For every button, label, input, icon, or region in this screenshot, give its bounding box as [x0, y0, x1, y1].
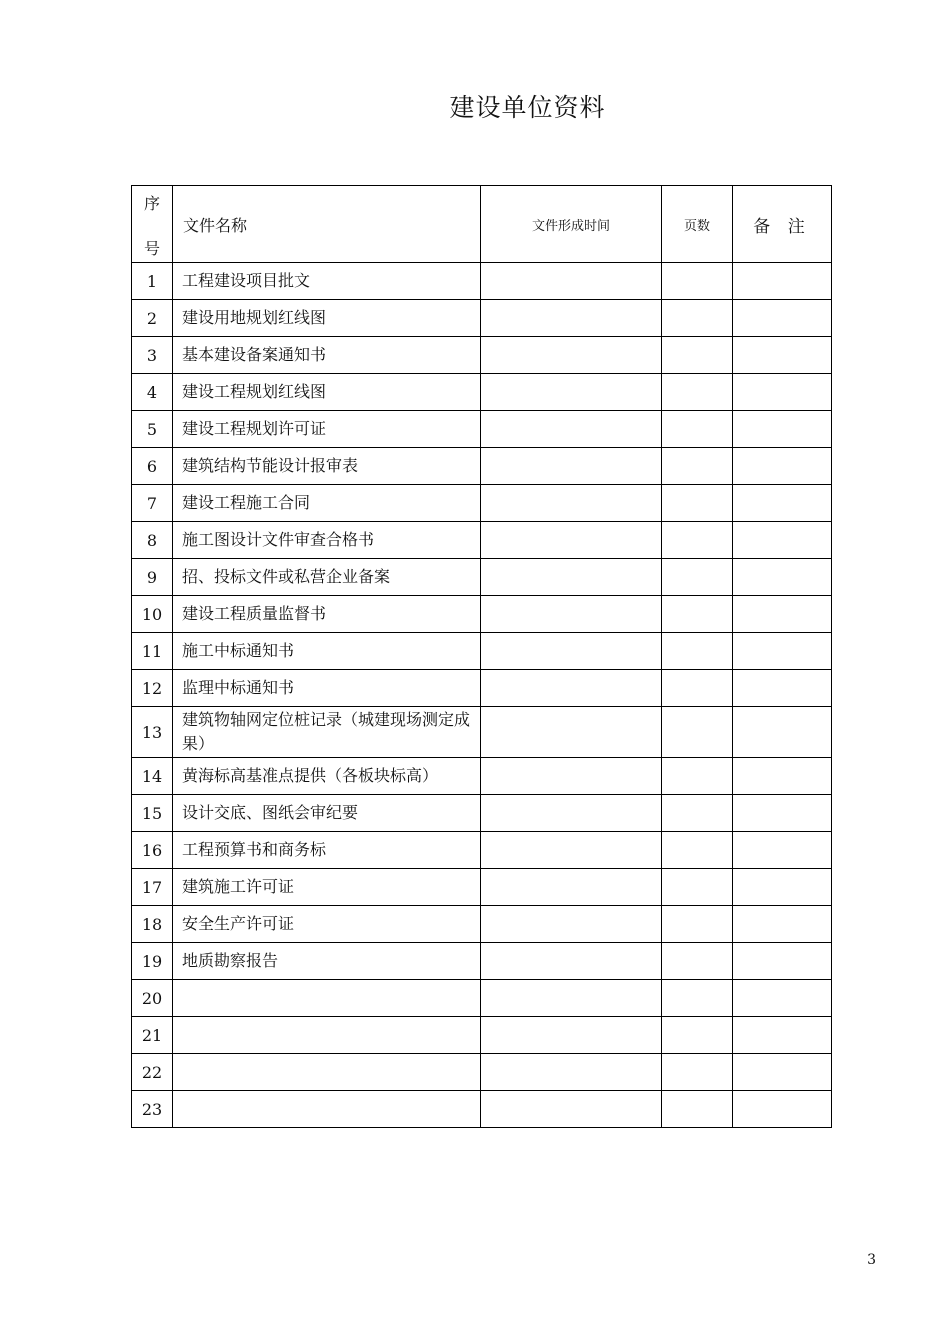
document-name-cell: 建设工程规划许可证: [173, 411, 481, 448]
document-name-cell: 建设用地规划红线图: [173, 300, 481, 337]
formation-date-cell: [481, 337, 662, 374]
table-row: [132, 300, 832, 337]
table-row: [132, 522, 832, 559]
document-name-cell: 地质勘察报告: [173, 943, 481, 980]
remark-cell: [733, 263, 832, 300]
formation-date-cell: [481, 795, 662, 832]
formation-date-cell: [481, 980, 662, 1017]
document-name-cell: 工程预算书和商务标: [173, 832, 481, 869]
table-row: [132, 707, 832, 758]
remark-cell: [733, 374, 832, 411]
table-row: [132, 980, 832, 1017]
row-number-cell: 1: [132, 263, 173, 300]
remark-cell: [733, 832, 832, 869]
page-count-cell: [662, 943, 733, 980]
table-row: [132, 670, 832, 707]
page-count-cell: [662, 980, 733, 1017]
table-row: [132, 448, 832, 485]
remark-cell: [733, 670, 832, 707]
table-header-row: [132, 186, 832, 263]
remark-header: 备 注: [733, 186, 832, 263]
row-number-cell: 20: [132, 980, 173, 1017]
document-name-cell: 黄海标高基准点提供（各板块标高）: [173, 758, 481, 795]
document-name-cell: 施工中标通知书: [173, 633, 481, 670]
formation-date-cell: [481, 869, 662, 906]
remark-cell: [733, 411, 832, 448]
name-header: 文件名称: [173, 186, 481, 263]
date-header: 文件形成时间: [481, 186, 662, 263]
formation-date-cell: [481, 832, 662, 869]
page-count-cell: [662, 758, 733, 795]
row-number-cell: 13: [132, 707, 173, 758]
page-count-cell: [662, 448, 733, 485]
remark-cell: [733, 1017, 832, 1054]
table-row: [132, 906, 832, 943]
remark-cell: [733, 980, 832, 1017]
formation-date-cell: [481, 1054, 662, 1091]
page-count-cell: [662, 485, 733, 522]
page-count-cell: [662, 300, 733, 337]
seq-header-bottom: 号: [143, 239, 160, 258]
page-count-cell: [662, 707, 733, 758]
formation-date-cell: [481, 1091, 662, 1128]
row-number-cell: 10: [132, 596, 173, 633]
remark-cell: [733, 1091, 832, 1128]
document-name-cell: 施工图设计文件审查合格书: [173, 522, 481, 559]
formation-date-cell: [481, 411, 662, 448]
formation-date-cell: [481, 374, 662, 411]
page-count-cell: [662, 832, 733, 869]
row-number-cell: 23: [132, 1091, 173, 1128]
seq-header-top: 序: [143, 194, 160, 213]
page-count-cell: [662, 1091, 733, 1128]
table-row: [132, 374, 832, 411]
remark-cell: [733, 906, 832, 943]
page-count-cell: [662, 1054, 733, 1091]
row-number-cell: 3: [132, 337, 173, 374]
table-row: [132, 869, 832, 906]
document-name-cell: 建设工程质量监督书: [173, 596, 481, 633]
remark-cell: [733, 448, 832, 485]
page-count-cell: [662, 337, 733, 374]
page-count-cell: [662, 263, 733, 300]
remark-cell: [733, 300, 832, 337]
formation-date-cell: [481, 300, 662, 337]
remark-cell: [733, 596, 832, 633]
table-row: [132, 758, 832, 795]
remark-cell: [733, 707, 832, 758]
row-number-cell: 14: [132, 758, 173, 795]
formation-date-cell: [481, 522, 662, 559]
page-count-cell: [662, 374, 733, 411]
table-row: [132, 943, 832, 980]
row-number-cell: 18: [132, 906, 173, 943]
table-row: [132, 795, 832, 832]
document-name-cell: [173, 1017, 481, 1054]
remark-cell: [733, 795, 832, 832]
remark-cell: [733, 559, 832, 596]
remark-cell: [733, 522, 832, 559]
row-number-cell: 17: [132, 869, 173, 906]
document-name-cell: 建筑施工许可证: [173, 869, 481, 906]
document-name-cell: 基本建设备案通知书: [173, 337, 481, 374]
remark-cell: [733, 869, 832, 906]
page-number: 3: [867, 1252, 876, 1268]
document-name-cell: 安全生产许可证: [173, 906, 481, 943]
formation-date-cell: [481, 596, 662, 633]
row-number-cell: 11: [132, 633, 173, 670]
formation-date-cell: [481, 670, 662, 707]
table-row: [132, 1017, 832, 1054]
table-row: [132, 596, 832, 633]
table-row: [132, 1054, 832, 1091]
formation-date-cell: [481, 263, 662, 300]
row-number-cell: 12: [132, 670, 173, 707]
row-number-cell: 9: [132, 559, 173, 596]
page-count-cell: [662, 795, 733, 832]
page-count-cell: [662, 522, 733, 559]
row-number-cell: 6: [132, 448, 173, 485]
document-name-cell: 建设工程施工合同: [173, 485, 481, 522]
remark-cell: [733, 485, 832, 522]
formation-date-cell: [481, 559, 662, 596]
formation-date-cell: [481, 448, 662, 485]
remark-cell: [733, 1054, 832, 1091]
document-name-cell: 招、投标文件或私营企业备案: [173, 559, 481, 596]
row-number-cell: 5: [132, 411, 173, 448]
formation-date-cell: [481, 943, 662, 980]
table-row: [132, 559, 832, 596]
formation-date-cell: [481, 758, 662, 795]
document-name-cell: 建筑物轴网定位桩记录（城建现场测定成果）: [173, 707, 481, 758]
remark-cell: [733, 758, 832, 795]
document-name-cell: 工程建设项目批文: [173, 263, 481, 300]
row-number-cell: 8: [132, 522, 173, 559]
page-count-cell: [662, 633, 733, 670]
document-name-cell: 建设工程规划红线图: [173, 374, 481, 411]
pages-header: 页数: [662, 186, 733, 263]
row-number-cell: 15: [132, 795, 173, 832]
row-number-cell: 21: [132, 1017, 173, 1054]
document-name-cell: [173, 980, 481, 1017]
document-name-cell: [173, 1054, 481, 1091]
document-name-cell: [173, 1091, 481, 1128]
document-list-table: [131, 185, 832, 1128]
remark-cell: [733, 633, 832, 670]
page-count-cell: [662, 869, 733, 906]
remark-cell: [733, 943, 832, 980]
page-count-cell: [662, 906, 733, 943]
row-number-cell: 16: [132, 832, 173, 869]
table-row: [132, 411, 832, 448]
table-row: [132, 263, 832, 300]
table-row: [132, 832, 832, 869]
row-number-cell: 19: [132, 943, 173, 980]
row-number-cell: 2: [132, 300, 173, 337]
page-count-cell: [662, 596, 733, 633]
table-row: [132, 633, 832, 670]
remark-cell: [733, 337, 832, 374]
table-row: [132, 1091, 832, 1128]
page-count-cell: [662, 1017, 733, 1054]
formation-date-cell: [481, 707, 662, 758]
page-title: 建设单位资料: [449, 93, 606, 122]
row-number-cell: 22: [132, 1054, 173, 1091]
formation-date-cell: [481, 633, 662, 670]
page-count-cell: [662, 670, 733, 707]
table-row: [132, 337, 832, 374]
row-number-cell: 4: [132, 374, 173, 411]
seq-header: [132, 186, 173, 263]
document-name-cell: 监理中标通知书: [173, 670, 481, 707]
formation-date-cell: [481, 906, 662, 943]
page-count-cell: [662, 559, 733, 596]
page-count-cell: [662, 411, 733, 448]
document-name-cell: 建筑结构节能设计报审表: [173, 448, 481, 485]
formation-date-cell: [481, 485, 662, 522]
document-name-cell: 设计交底、图纸会审纪要: [173, 795, 481, 832]
row-number-cell: 7: [132, 485, 173, 522]
table-row: [132, 485, 832, 522]
formation-date-cell: [481, 1017, 662, 1054]
